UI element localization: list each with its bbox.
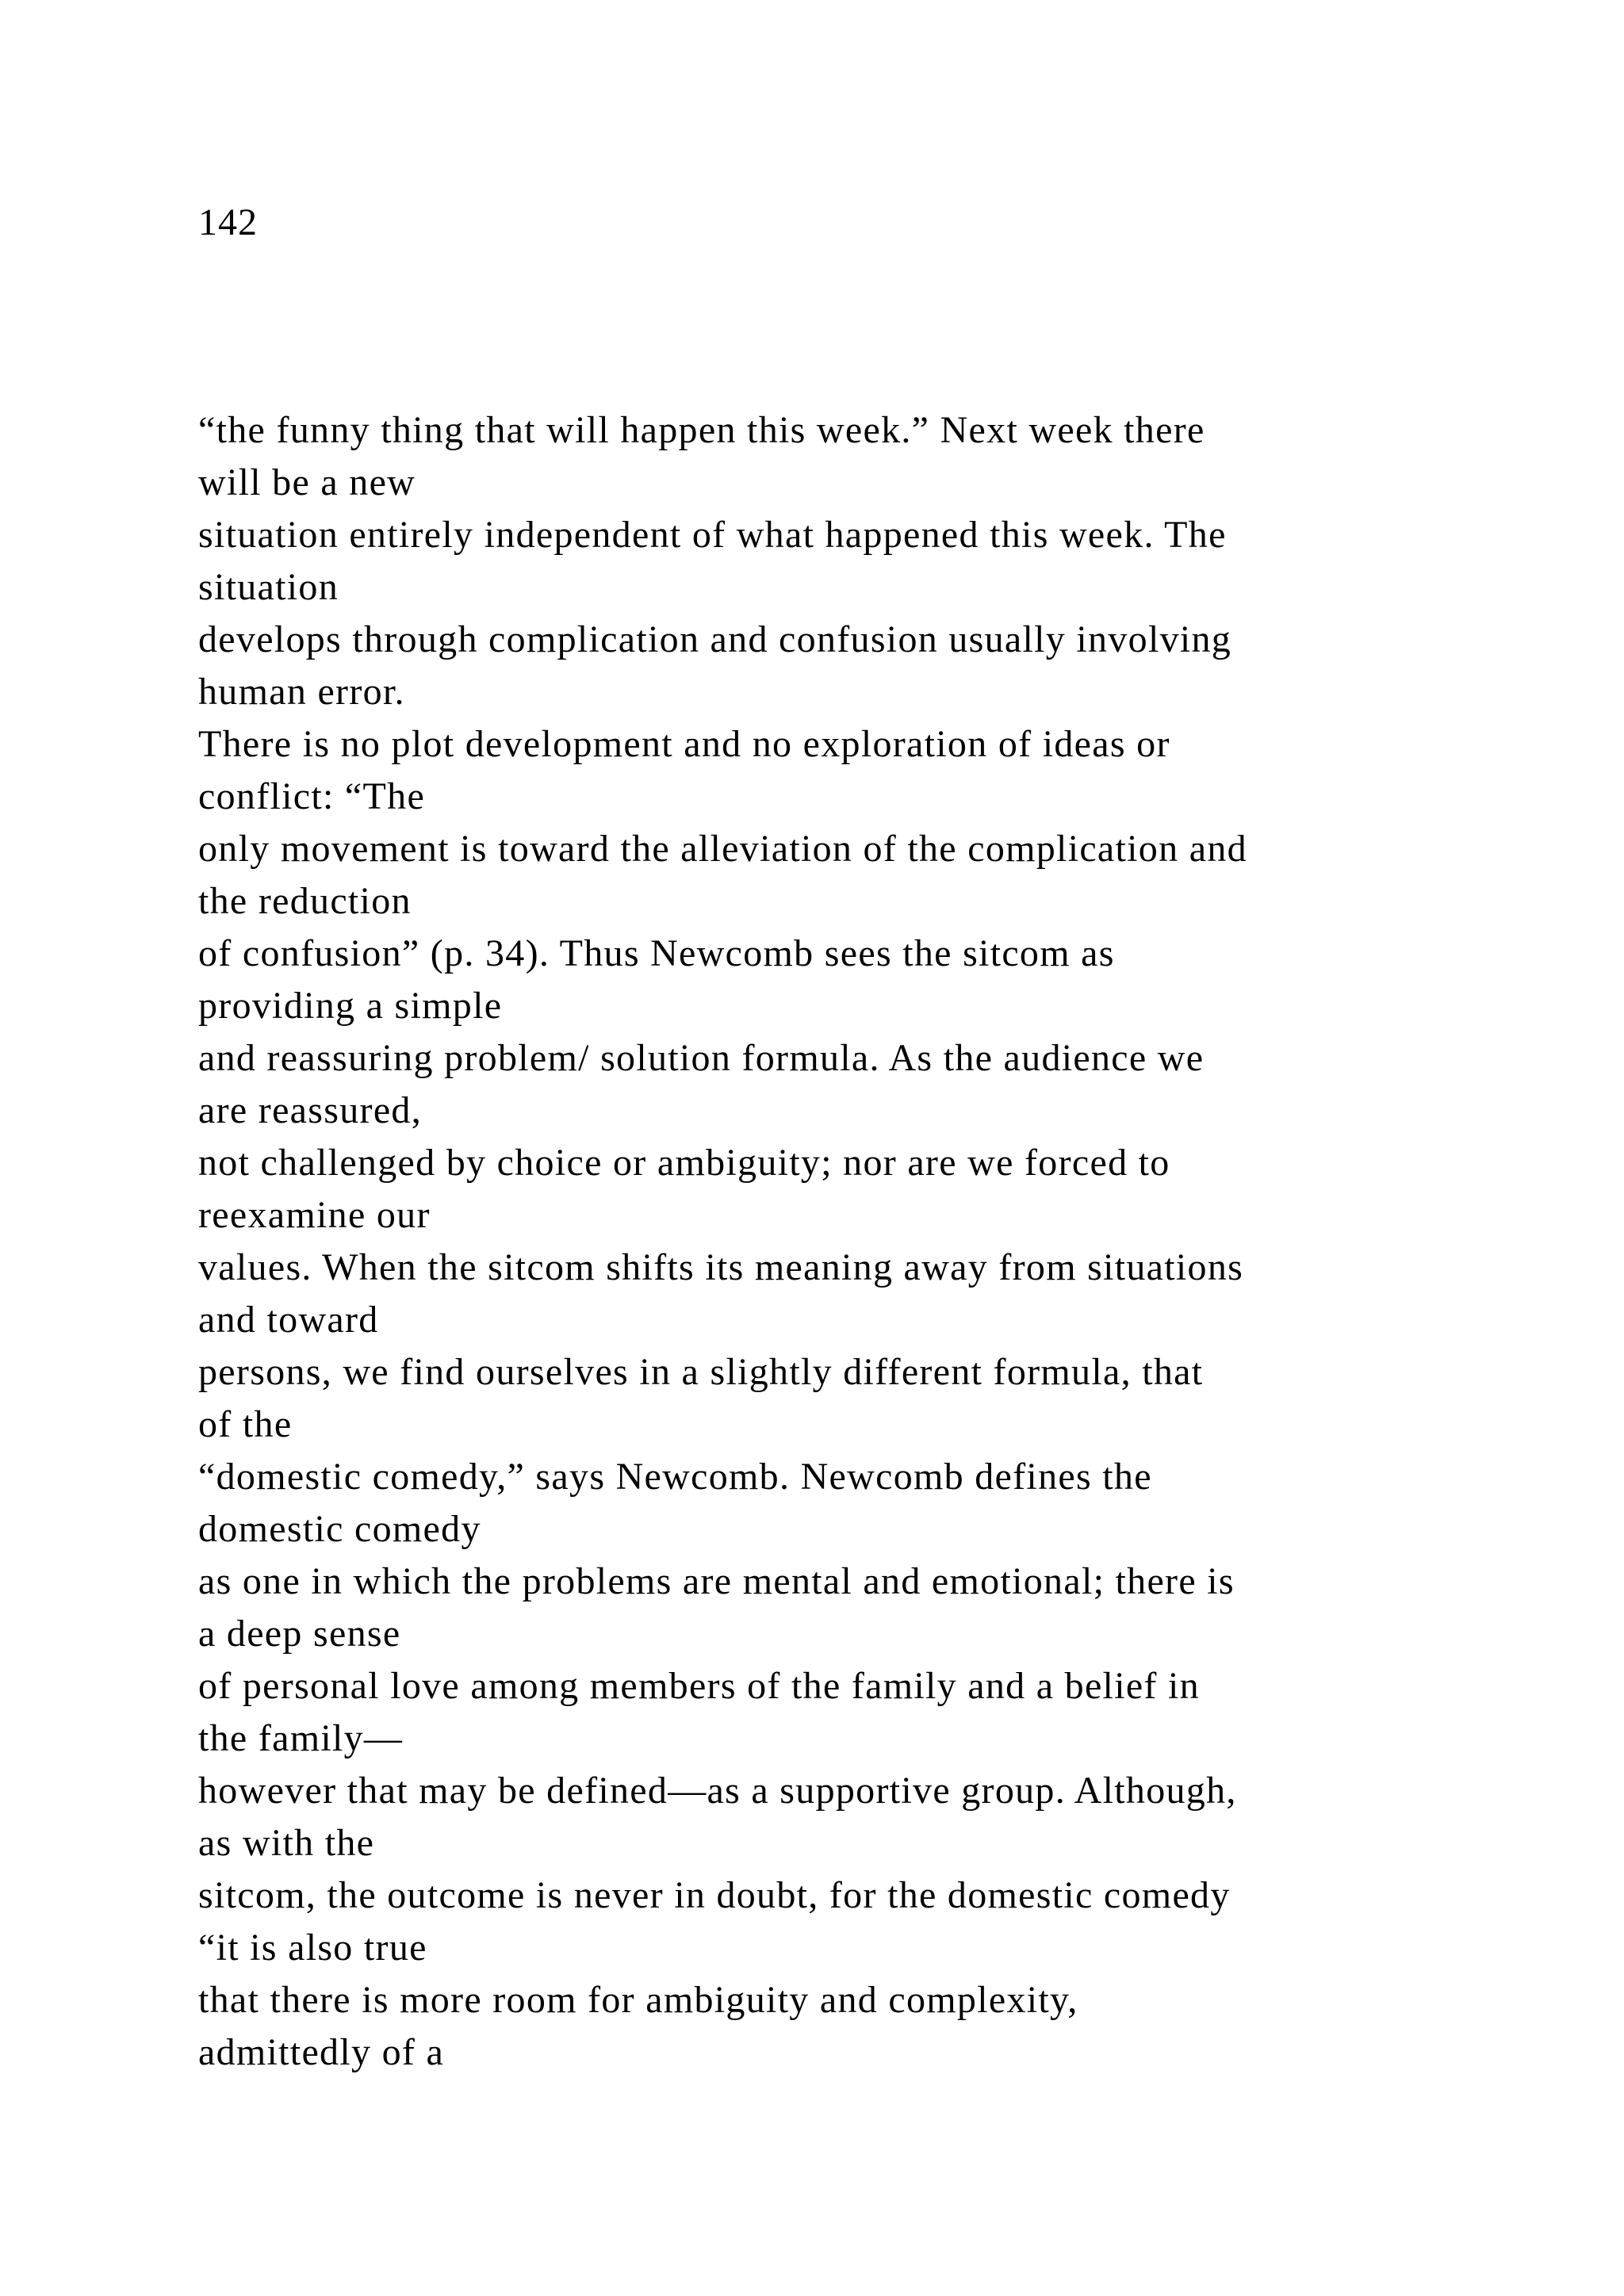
text-line: persons, we find ourselves in a slightly different formula, that <box>198 1351 1204 1393</box>
text-line: “domestic comedy,” says Newcomb. Newcomb defines the <box>198 1456 1152 1498</box>
text-line: will be a new <box>198 461 416 503</box>
text-line: sitcom, the outcome is never in doubt, for the domestic comedy <box>198 1874 1231 1916</box>
text-line: values. When the sitcom shifts its meaning away from situations <box>198 1246 1244 1288</box>
text-line: There is no plot development and no exploration of ideas or <box>198 723 1170 765</box>
text-line: domestic comedy <box>198 1508 481 1550</box>
text-line: of the <box>198 1403 293 1445</box>
text-line: and toward <box>198 1299 379 1341</box>
text-line: not challenged by choice or ambiguity; nor are we forced to <box>198 1142 1170 1184</box>
text-line: conflict: “The <box>198 775 426 817</box>
text-line: “the funny thing that will happen this week.” Next week there <box>198 409 1205 451</box>
text-line: a deep sense <box>198 1613 401 1655</box>
text-line: the reduction <box>198 880 412 922</box>
page-number: 142 <box>198 201 258 243</box>
text-line: reexamine our <box>198 1194 431 1236</box>
text-line: the family— <box>198 1717 404 1759</box>
text-line: “it is also true <box>198 1927 427 1969</box>
text-line: and reassuring problem/ solution formula. As the audience we <box>198 1037 1205 1079</box>
text-line: situation entirely independent of what happened this week. The <box>198 514 1227 556</box>
text-line: of confusion” (p. 34). Thus Newcomb sees the sitcom as <box>198 932 1115 974</box>
text-line: admittedly of a <box>198 2031 445 2073</box>
text-line: situation <box>198 566 339 608</box>
text-line: only movement is toward the alleviation of the complication and <box>198 828 1247 870</box>
text-line: human error. <box>198 671 405 713</box>
text-line: develops through complication and confusion usually involving <box>198 618 1232 660</box>
text-line: as one in which the problems are mental and emotional; there is <box>198 1560 1235 1602</box>
text-line: providing a simple <box>198 985 503 1027</box>
text-line: of personal love among members of the family and a belief in <box>198 1665 1200 1707</box>
text-line: are reassured, <box>198 1089 423 1131</box>
text-line: however that may be defined—as a supportive group. Although, <box>198 1770 1237 1812</box>
body-text <box>198 404 1546 2079</box>
text-line: that there is more room for ambiguity and complexity, <box>198 1979 1078 2021</box>
text-line: as with the <box>198 1822 375 1864</box>
